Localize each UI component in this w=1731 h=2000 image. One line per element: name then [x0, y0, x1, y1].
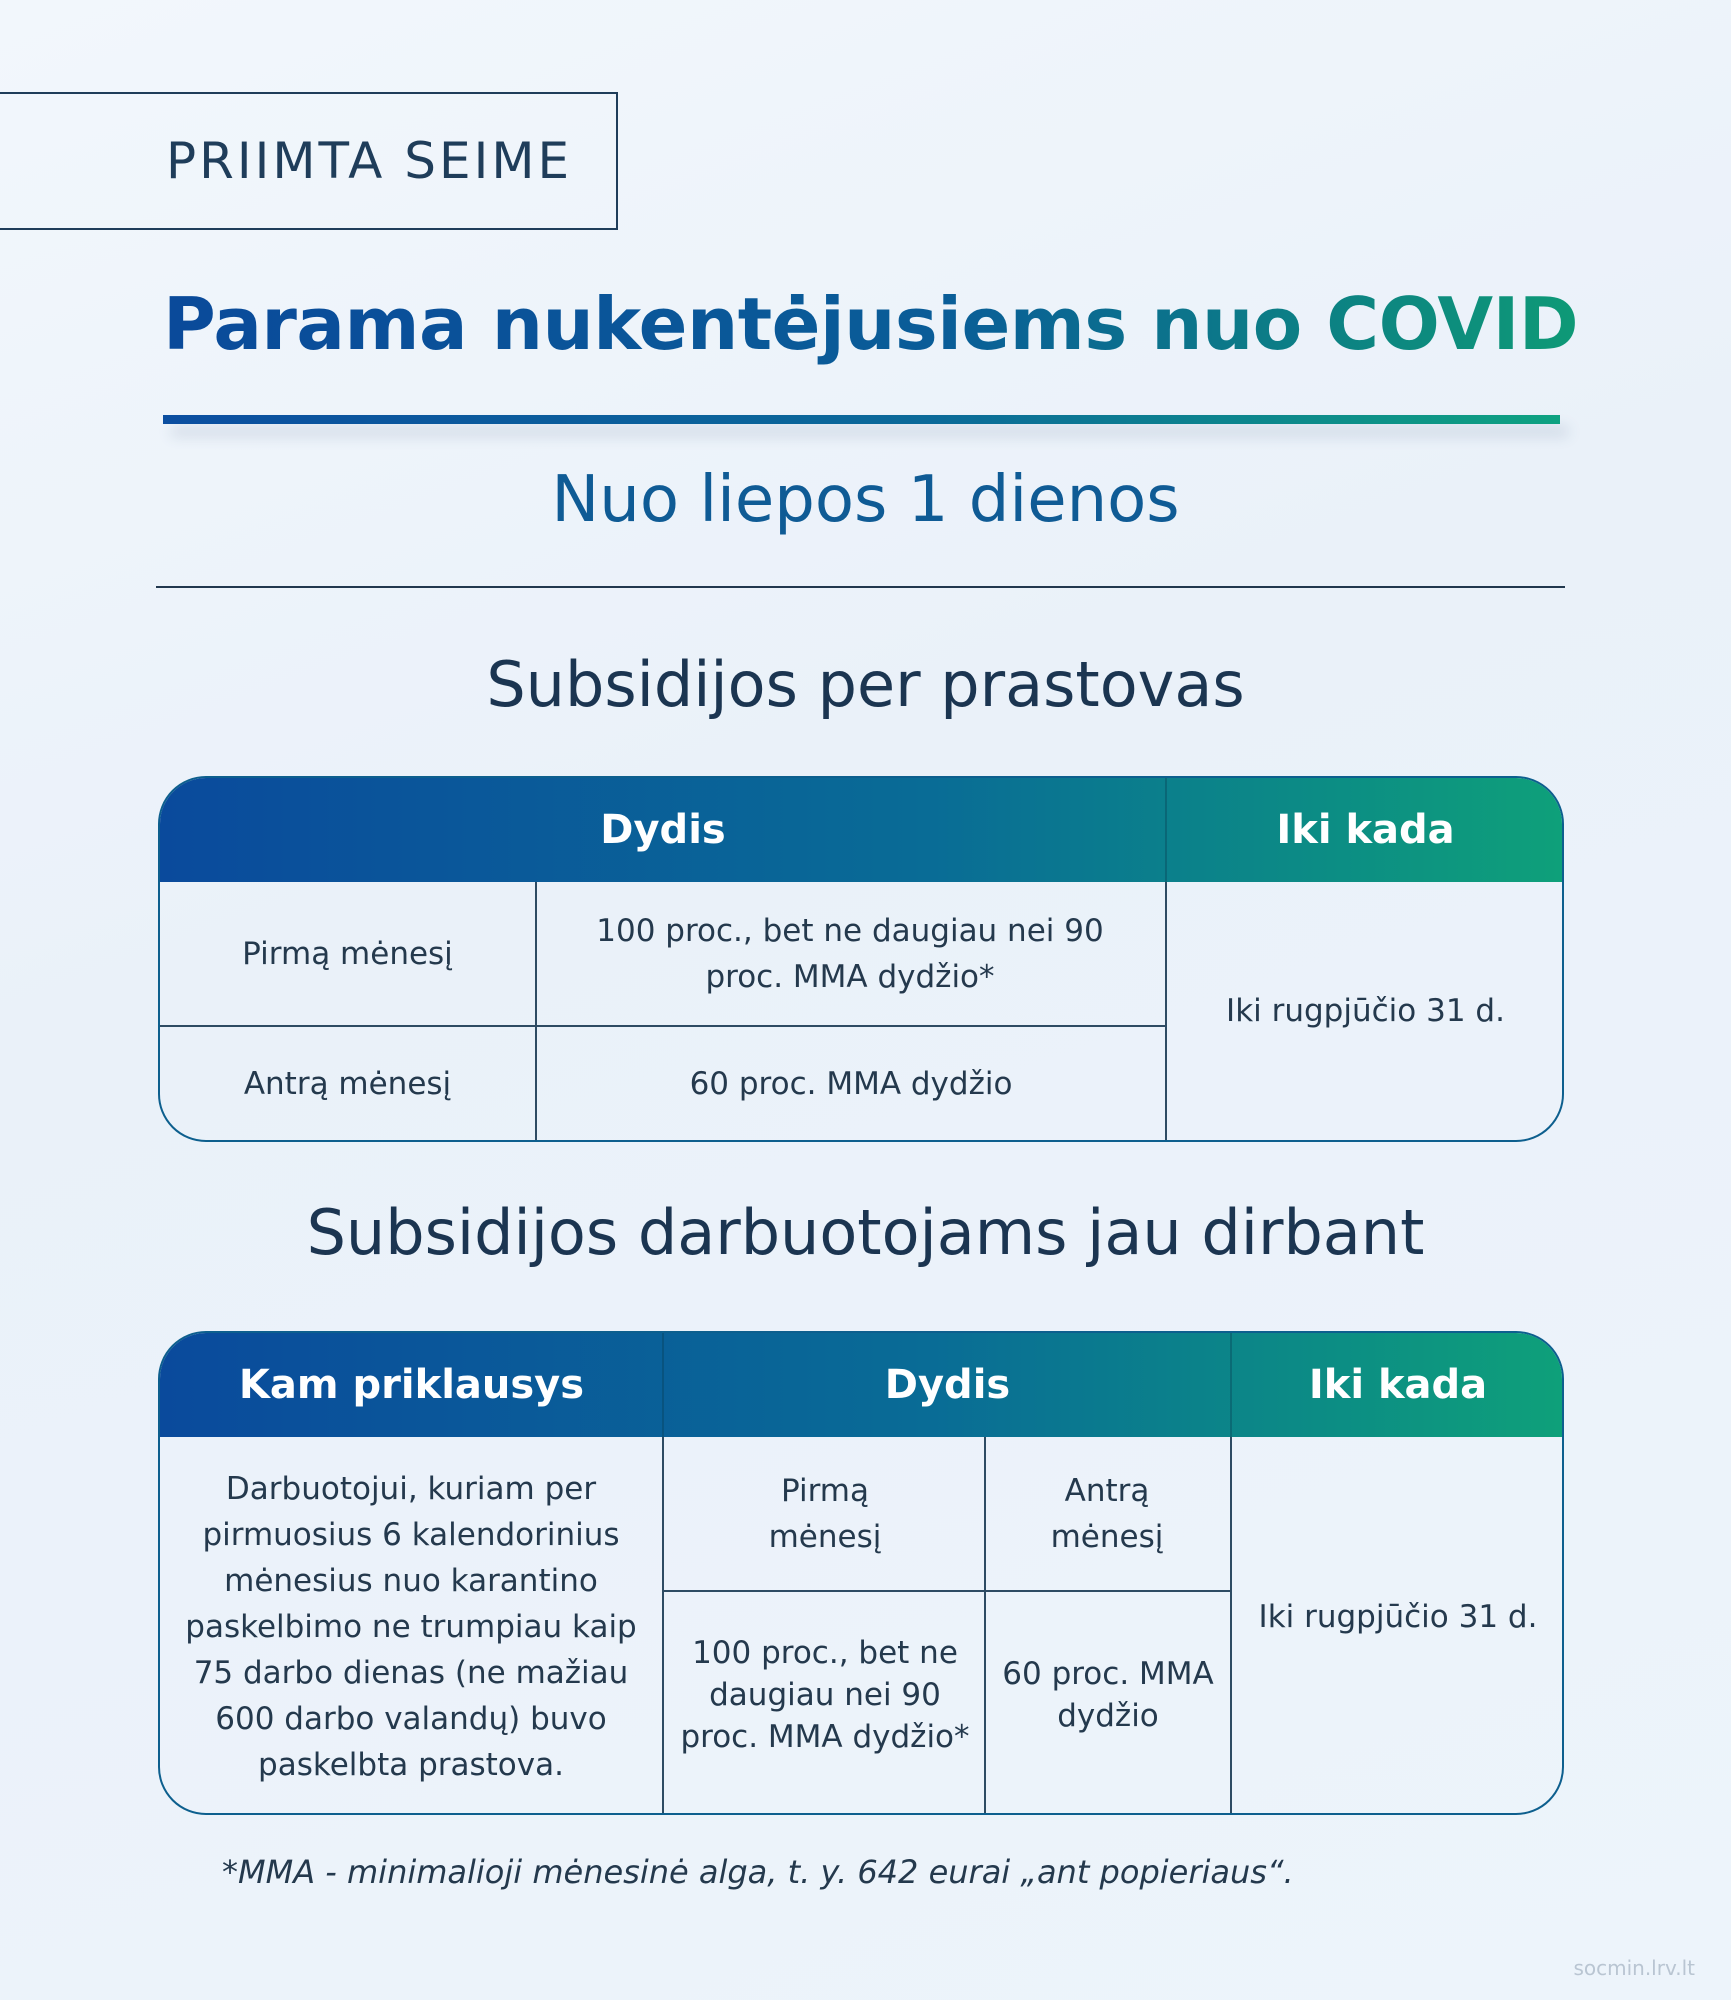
table-header	[160, 1333, 1562, 1437]
downtime-table	[158, 776, 1564, 1142]
eligibility-text: Darbuotojui, kuriam per pirmuosius 6 kalendorinius mėnesius nuo karantino paskelbimo ne trumpiau kaip 75 darbo dienas (ne mažiau 600 darbo valandų) buvo paskelbta prastova.	[185, 1471, 637, 1783]
subheader-first-month: Pirmą mėnesį	[768, 1472, 882, 1555]
header-size: Dydis	[600, 807, 726, 853]
until-date: Iki rugpjūčio 31 d.	[1258, 1599, 1538, 1635]
row-value-first-month: 100 proc., bet ne daugiau nei 90 proc. MMA dydžio*	[596, 912, 1104, 995]
row-value-second-month: 60 proc. MMA dydžio	[689, 1065, 1013, 1102]
page-title: Parama nukentėjusiems nuo COVID-19	[163, 282, 1709, 366]
table-header	[160, 778, 1562, 882]
header-until: Iki kada	[1276, 807, 1455, 853]
section-title-downtime: Subsidijos per prastovas	[486, 648, 1245, 721]
date-subtitle: Nuo liepos 1 dienos	[551, 463, 1180, 537]
value-first-month: 100 proc., bet ne daugiau nei 90 proc. MMA dydžio*	[680, 1634, 970, 1755]
until-date: Iki rugpjūčio 31 d.	[1226, 993, 1505, 1029]
value-second-month: 60 proc. MMA dydžio	[1002, 1655, 1214, 1734]
footnote: *MMA - minimalioji mėnesinė alga, t. y. 642 eurai „ant popieriaus“.	[222, 1853, 1294, 1891]
row-label-first-month: Pirmą mėnesį	[242, 935, 453, 972]
column-divider	[984, 1437, 986, 1815]
header-size: Dydis	[884, 1362, 1011, 1408]
row-label-second-month: Antrą mėnesį	[243, 1065, 452, 1102]
title-underline	[163, 415, 1560, 424]
status-tag	[0, 92, 618, 230]
divider	[156, 586, 1565, 588]
column-divider	[662, 1437, 664, 1815]
status-tag-label: PRIIMTA SEIME	[166, 132, 573, 190]
header-who: Kam priklausys	[238, 1362, 585, 1408]
source-url: socmin.lrv.lt	[1573, 1956, 1695, 1980]
header-until: Iki kada	[1308, 1362, 1488, 1408]
working-table	[158, 1331, 1564, 1815]
subheader-second-month: Antrą mėnesį	[1050, 1472, 1164, 1555]
section-title-working: Subsidijos darbuotojams jau dirbant	[306, 1196, 1425, 1269]
